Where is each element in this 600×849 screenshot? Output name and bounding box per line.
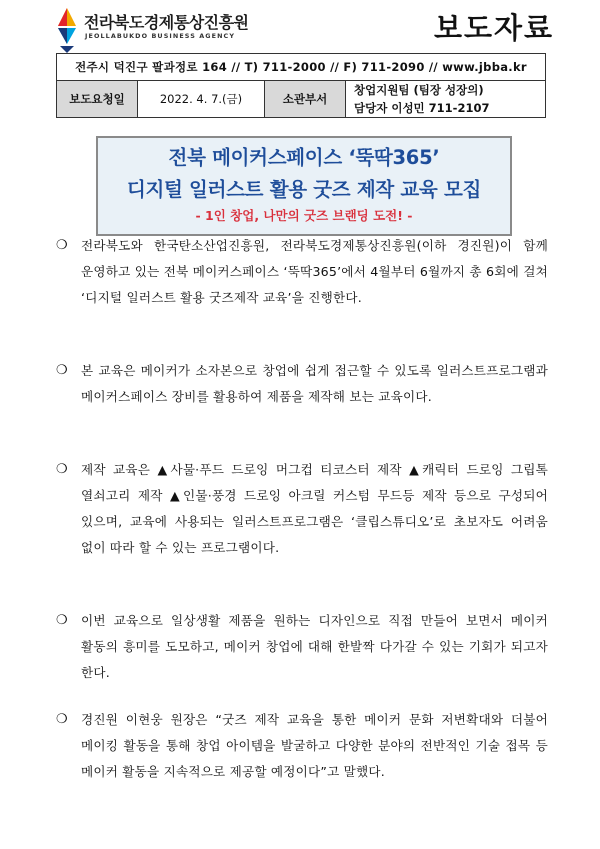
- bullet-icon: ❍: [56, 613, 68, 628]
- paragraph-text: 이번 교육으로 일상생활 제품을 원하는 디자인으로 직접 만들어 보면서 메이커 활동의 흥미를 도모하고, 메이커 창업에 대해 한발짝 다가갈 수 있는 기회가 되고자 한다.: [81, 613, 548, 680]
- headline-line-2: 디지털 일러스트 활용 굿즈 제작 교육 모집: [126, 178, 482, 201]
- paragraph-text: 제작 교육은 ▲사물·푸드 드로잉 머그컵 티코스터 제작 ▲캐릭터 드로잉 그립톡 열쇠고리 제작 ▲인물·풍경 드로잉 아크릴 커스텀 무드등 제작 등으로 구성되어 있으며, 교육에 사용되는 일러스트프로그램은 ‘클립스튜디오’로 초보자도 어려움 없이 따라 할 수 있는 프로그램이다.: [81, 462, 548, 555]
- dept-team: 창업지원팀 (팀장 성장의): [354, 83, 484, 97]
- bullet-icon: ❍: [56, 712, 68, 727]
- dept-contact-person: 담당자 이성민 711-2107: [354, 101, 490, 115]
- paragraph-text: 전라북도와 한국탄소산업진흥원, 전라북도경제통상진흥원(이하 경진원)이 함께 운영하고 있는 전북 메이커스페이스 ‘뚝딱365’에서 4월부터 6월까지 총 6회에 걸쳐 ‘디지털 일러스트 활용 굿즈제작 교육’을 진행한다.: [81, 238, 548, 305]
- contact-address: 전주시 덕진구 팔과정로 164 // T) 711-2000 // F) 711-2090 // www.jbba.kr: [57, 54, 546, 81]
- headline-line-1: 전북 메이커스페이스 ‘뚝딱365’: [168, 146, 440, 169]
- bullet-icon: ❍: [56, 363, 68, 378]
- org-name-english: JEOLLABUKDO BUSINESS AGENCY: [85, 32, 236, 40]
- doc-type-title: 보도자료: [433, 11, 554, 45]
- body-paragraph: [56, 358, 548, 410]
- body-paragraph: [56, 457, 548, 561]
- dept-info: [346, 81, 546, 118]
- org-logo: [54, 4, 294, 56]
- bullet-icon: ❍: [56, 238, 68, 253]
- org-name: 전라북도경제통상진흥원: [84, 13, 249, 32]
- body-paragraph: [56, 707, 548, 785]
- body-paragraph: [56, 608, 548, 686]
- bullet-icon: ❍: [56, 462, 68, 477]
- request-date: 2022. 4. 7.(금): [138, 81, 265, 118]
- paragraph-text: 본 교육은 메이커가 소자본으로 창업에 쉽게 접근할 수 있도록 일러스트프로그램과 메이커스페이스 장비를 활용하여 제품을 제작해 보는 교육이다.: [81, 363, 548, 404]
- paragraph-text: 경진원 이현웅 원장은 “굿즈 제작 교육을 통한 메이커 문화 저변확대와 더불어 메이킹 활동을 통해 창업 아이템을 발굴하고 다양한 분야의 전반적인 기술 접목 등 메이커 활동을 지속적으로 제공할 예정이다”고 말했다.: [81, 712, 548, 779]
- headline-subtitle: - 1인 창업, 나만의 굿즈 브랜딩 도전! -: [195, 208, 413, 223]
- body-paragraph: [56, 233, 548, 311]
- contact-table: [56, 53, 546, 118]
- org-logo-icon: [54, 4, 80, 54]
- headline-box: [96, 136, 512, 236]
- dept-label: 소관부서: [265, 81, 346, 118]
- request-date-label: 보도요청일: [57, 81, 138, 118]
